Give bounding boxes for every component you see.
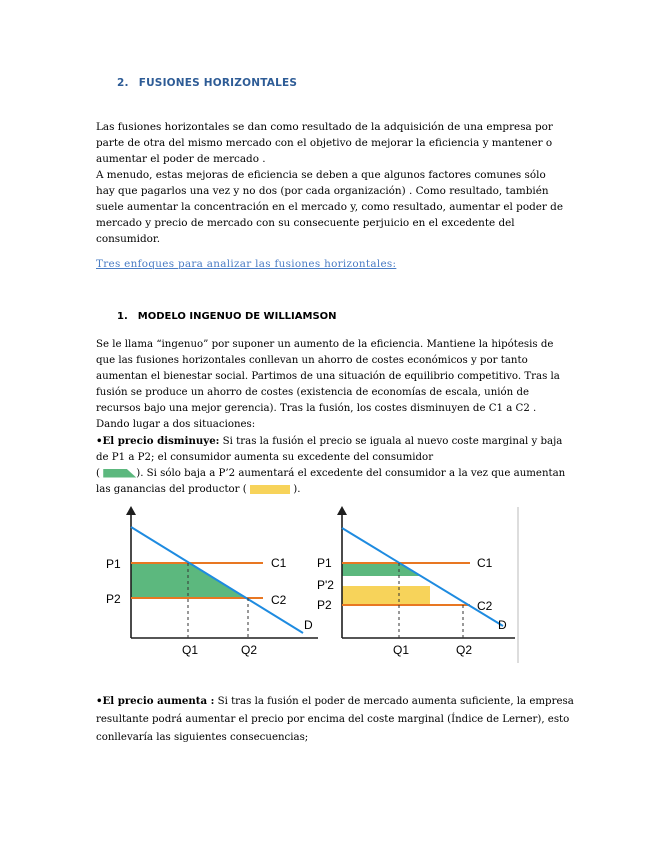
- case1-text: Si tras la fusión el precio se iguala al nuevo coste marginal y baja de P1 a P2; el consumidor aumenta su excedente del consumidor: [96, 436, 563, 463]
- label-p1: P1: [317, 556, 332, 570]
- y-axis-arrow: [337, 506, 347, 515]
- label-q2: Q2: [456, 643, 473, 657]
- model-body: [96, 337, 566, 498]
- intro-paragraph-1: Las fusiones horizontales se dan como resultado de la adquisición de una empresa por parte de otra del mismo mercado con el objetivo de mejorar la eficiencia y mantener o aumentar el poder de mercado .: [96, 121, 553, 165]
- label-q1: Q1: [182, 643, 199, 657]
- model-number: 1.: [117, 311, 128, 322]
- label-c2: C2: [477, 599, 493, 613]
- section-number: 2.: [117, 77, 129, 89]
- model-description: Se le llama “ingenuo” por suponer un aumento de la eficiencia. Mantiene la hipótesis de que las fusiones horizontales conllevan un ahorro de costes económicos y por tanto aumentan el bienestar social. Partimos de una situación de equilibrio competitivo. Tras la fusión se produce un ahorro de costes (existencia de economías de escala, unión de recursos bajo una mejor gerencia). Tras la fusión, los costes disminuyen de C1 a C2 . Dando lugar a dos situaciones:: [96, 339, 560, 430]
- approaches-link[interactable]: Tres enfoques para analizar las fusiones horizontales:: [96, 258, 397, 270]
- y-axis-arrow: [126, 506, 136, 515]
- case1-close: ).: [293, 484, 301, 495]
- consumer-surplus-area: [131, 563, 248, 598]
- label-q2: Q2: [241, 643, 258, 657]
- model-heading: [117, 311, 337, 322]
- section-heading: [117, 77, 297, 89]
- section-title: FUSIONES HORIZONTALES: [138, 77, 298, 89]
- label-d: D: [304, 618, 313, 632]
- label-d: D: [498, 618, 507, 632]
- yellow-swatch: [250, 485, 290, 494]
- label-p2: P2: [106, 592, 121, 606]
- label-p2: P2: [317, 598, 332, 612]
- model-title: MODELO INGENUO DE WILLIAMSON: [137, 311, 337, 322]
- label-c1: C1: [477, 556, 493, 570]
- graph-left: [100, 505, 325, 665]
- intro-paragraph-2: A menudo, estas mejoras de eficiencia se deben a que algunos factores comunes sólo hay que pagarlos una vez y no dos (por cada organización) . Como resultado, también suele aumentar la concentración en el mercado y, como resultado, aumentar el poder de mercado y precio de mercado con su consecuente perjuicio en el excedente del consumidor.: [96, 169, 563, 245]
- label-p1: P1: [106, 557, 121, 571]
- green-swatch: [103, 469, 136, 478]
- label-c1: C1: [271, 556, 287, 570]
- case1-label: •El precio disminuye:: [96, 435, 220, 447]
- case2-paragraph: [96, 692, 576, 747]
- label-p-prime-2: P'2: [317, 578, 334, 592]
- case2-text: Si tras la fusión el poder de mercado aumenta suficiente, la empresa resultante podrá aumentar el precio por encima del coste marginal (Índice de Lerner), esto conllevaría las siguientes consecuencias;: [96, 696, 574, 743]
- label-q1: Q1: [393, 643, 410, 657]
- producer-gain-area: [342, 586, 430, 605]
- label-c2: C2: [271, 593, 287, 607]
- case1-mid: ). Si sólo baja a P’2 aumentará el excedente del consumidor a la vez que aumentan las ganancias del productor (: [96, 468, 566, 495]
- case1-open: (: [96, 468, 100, 479]
- graph-right: [313, 505, 523, 665]
- case2-label: •El precio aumenta :: [96, 695, 215, 707]
